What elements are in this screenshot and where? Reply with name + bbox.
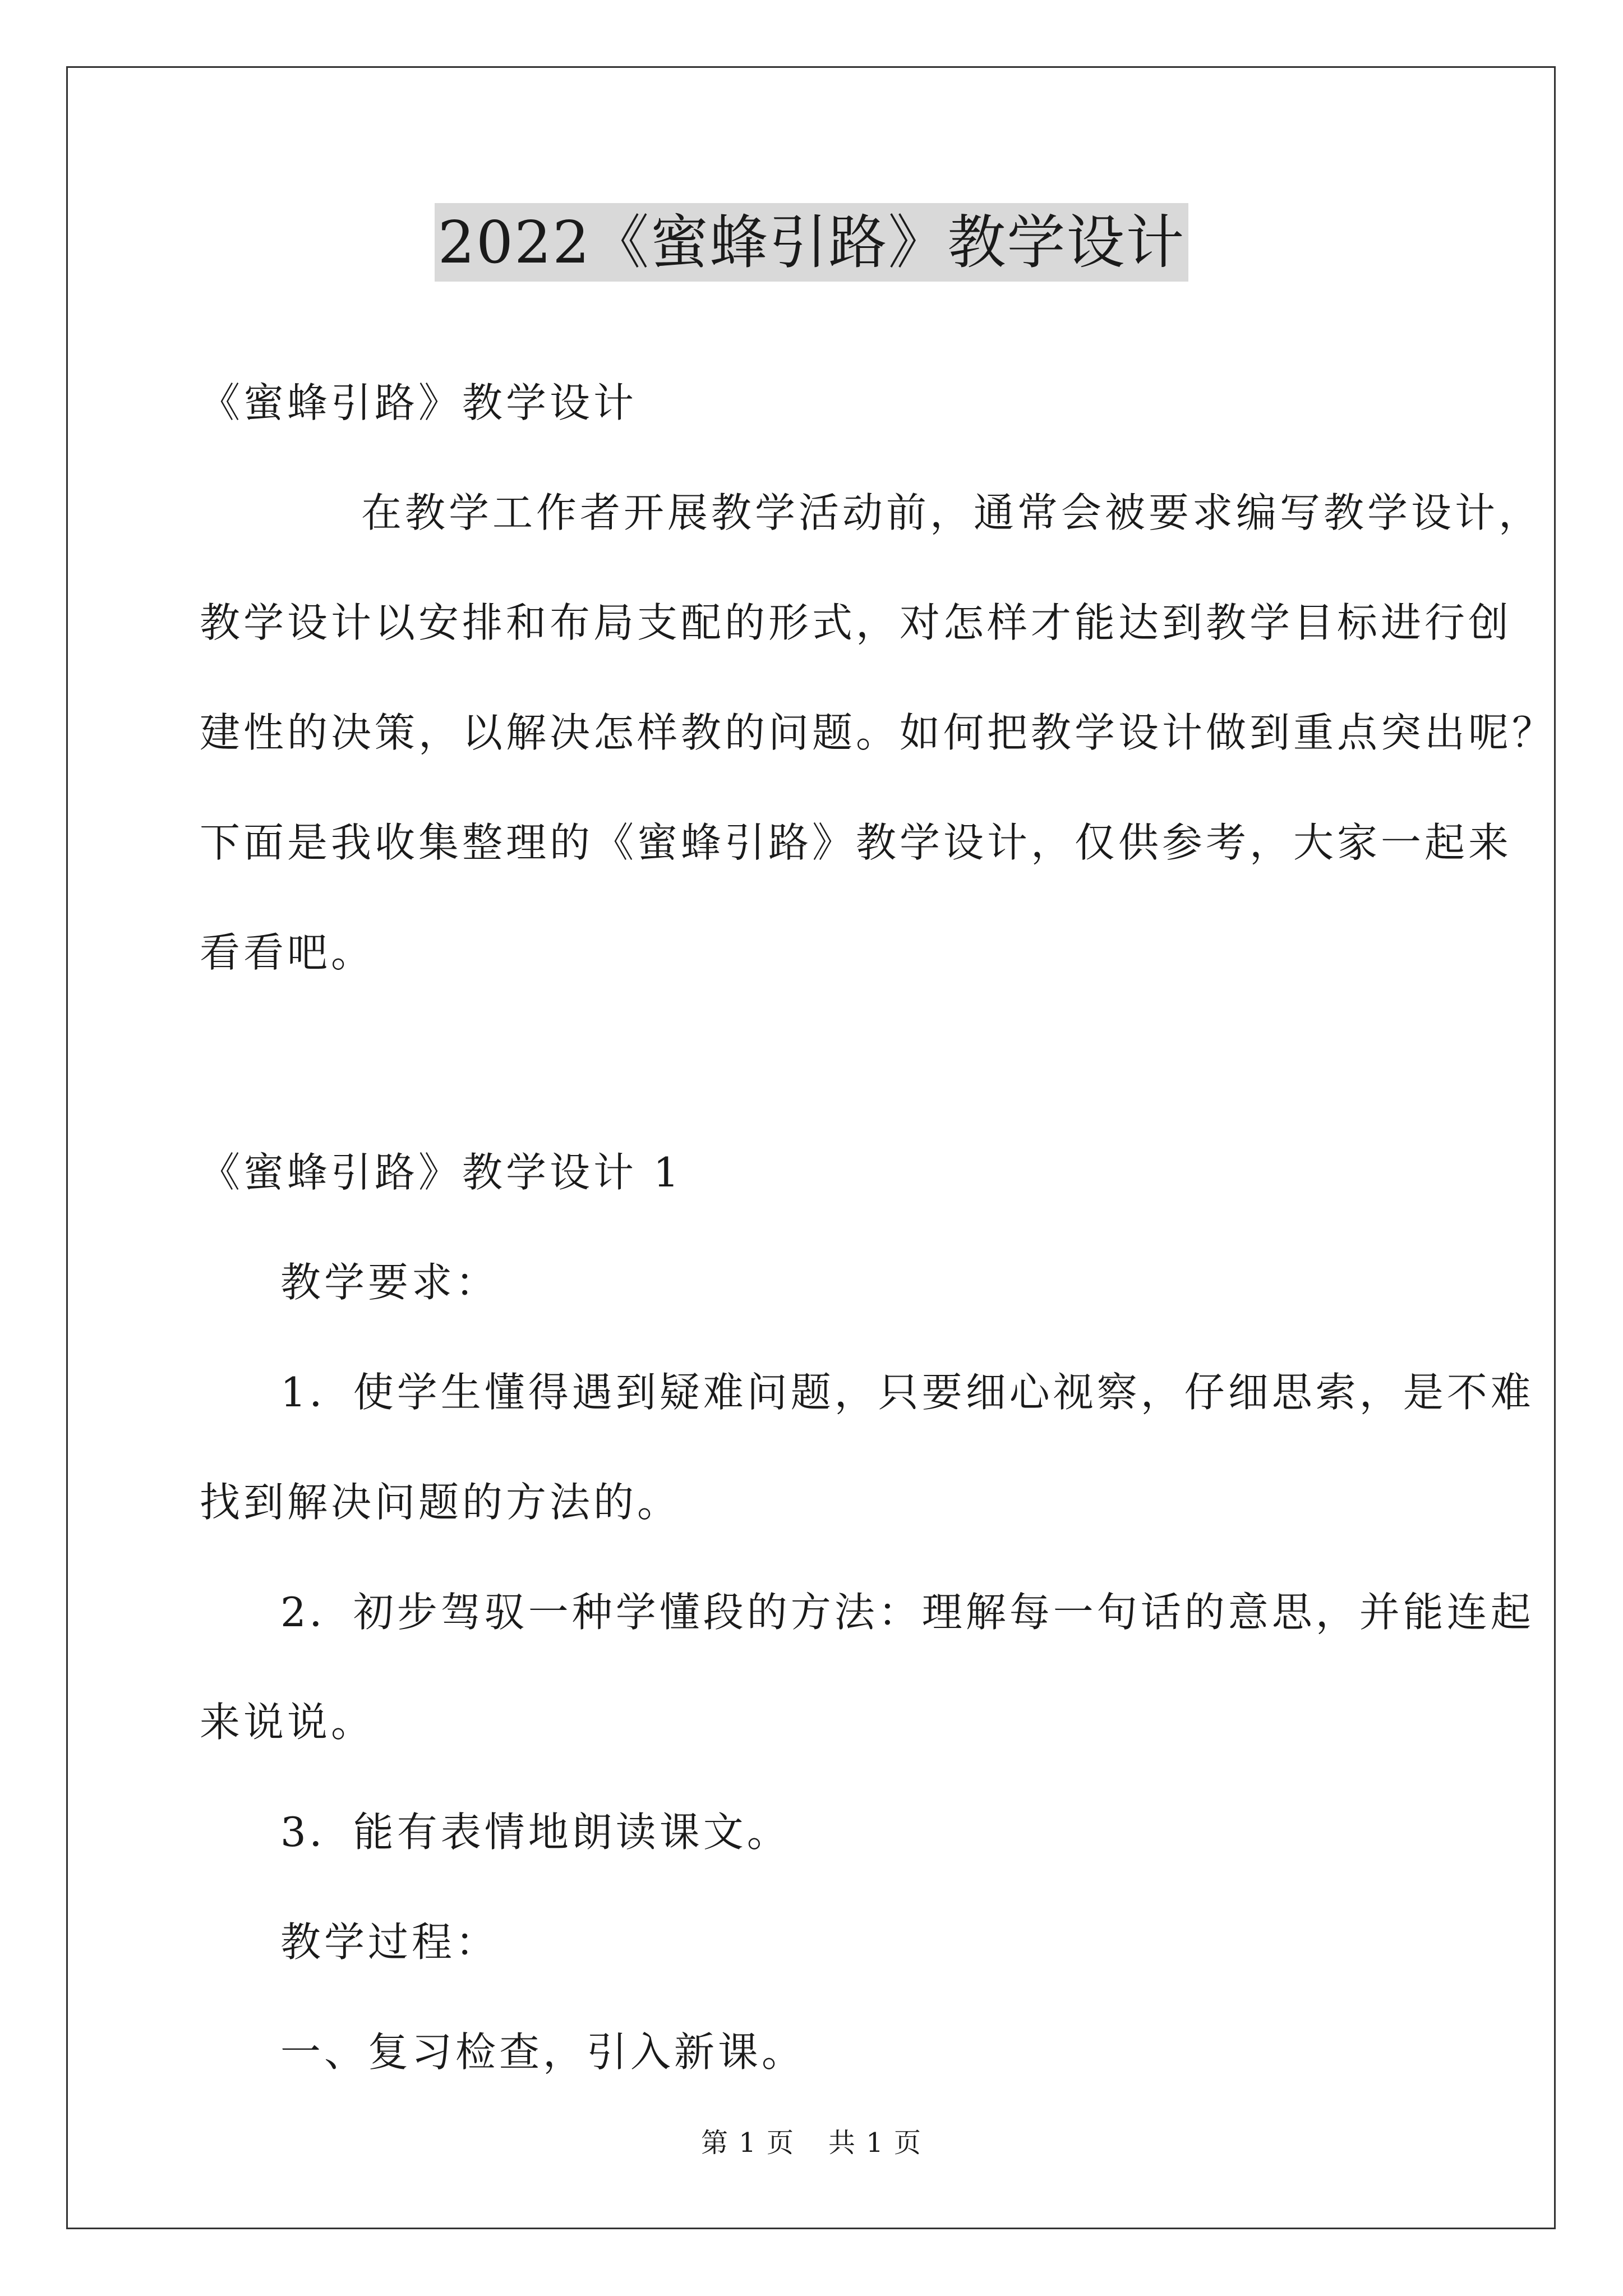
paragraph-line: 来说说。 [200, 1699, 375, 1746]
paragraph-line: 一、复习检查，引入新课。 [280, 2028, 806, 2076]
document-body [200, 348, 1556, 2107]
paragraph-line: 建性的决策，以解决怎样教的问题。如何把教学设计做到重点突出呢？ [200, 709, 1556, 756]
paragraph-line: 3．能有表情地朗读课文。 [280, 1809, 791, 1856]
title-wrap [0, 203, 1623, 282]
paragraph-line: 教学设计以安排和布局支配的形式，对怎样才能达到教学目标进行创 [200, 599, 1513, 646]
section-heading: 《蜜蜂引路》教学设计 [200, 379, 638, 426]
paragraph-line: 2．初步驾驭一种学懂段的方法：理解每一句话的意思，并能连起 [280, 1589, 1534, 1636]
section-heading: 《蜜蜂引路》教学设计 1 [200, 1149, 683, 1196]
document-title: 2022《蜜蜂引路》教学设计 [435, 203, 1189, 282]
page-total: 共 1 页 [828, 2127, 923, 2159]
page-footer [0, 2126, 1623, 2160]
paragraph-line: 找到解决问题的方法的。 [200, 1479, 681, 1526]
subheading: 教学要求： [280, 1259, 500, 1306]
paragraph-line: 下面是我收集整理的《蜜蜂引路》教学设计，仅供参考，大家一起来 [200, 819, 1513, 866]
page-number: 第 1 页 [700, 2127, 795, 2159]
spacer [200, 1007, 1450, 1117]
paragraph-line: 在教学工作者开展教学活动前，通常会被要求编写教学设计， [361, 489, 1543, 536]
subheading: 教学过程： [280, 1918, 500, 1966]
paragraph-line: 看看吧。 [200, 929, 375, 976]
paragraph-line: 1．使学生懂得遇到疑难问题，只要细心视察，仔细思索，是不难 [280, 1369, 1534, 1416]
